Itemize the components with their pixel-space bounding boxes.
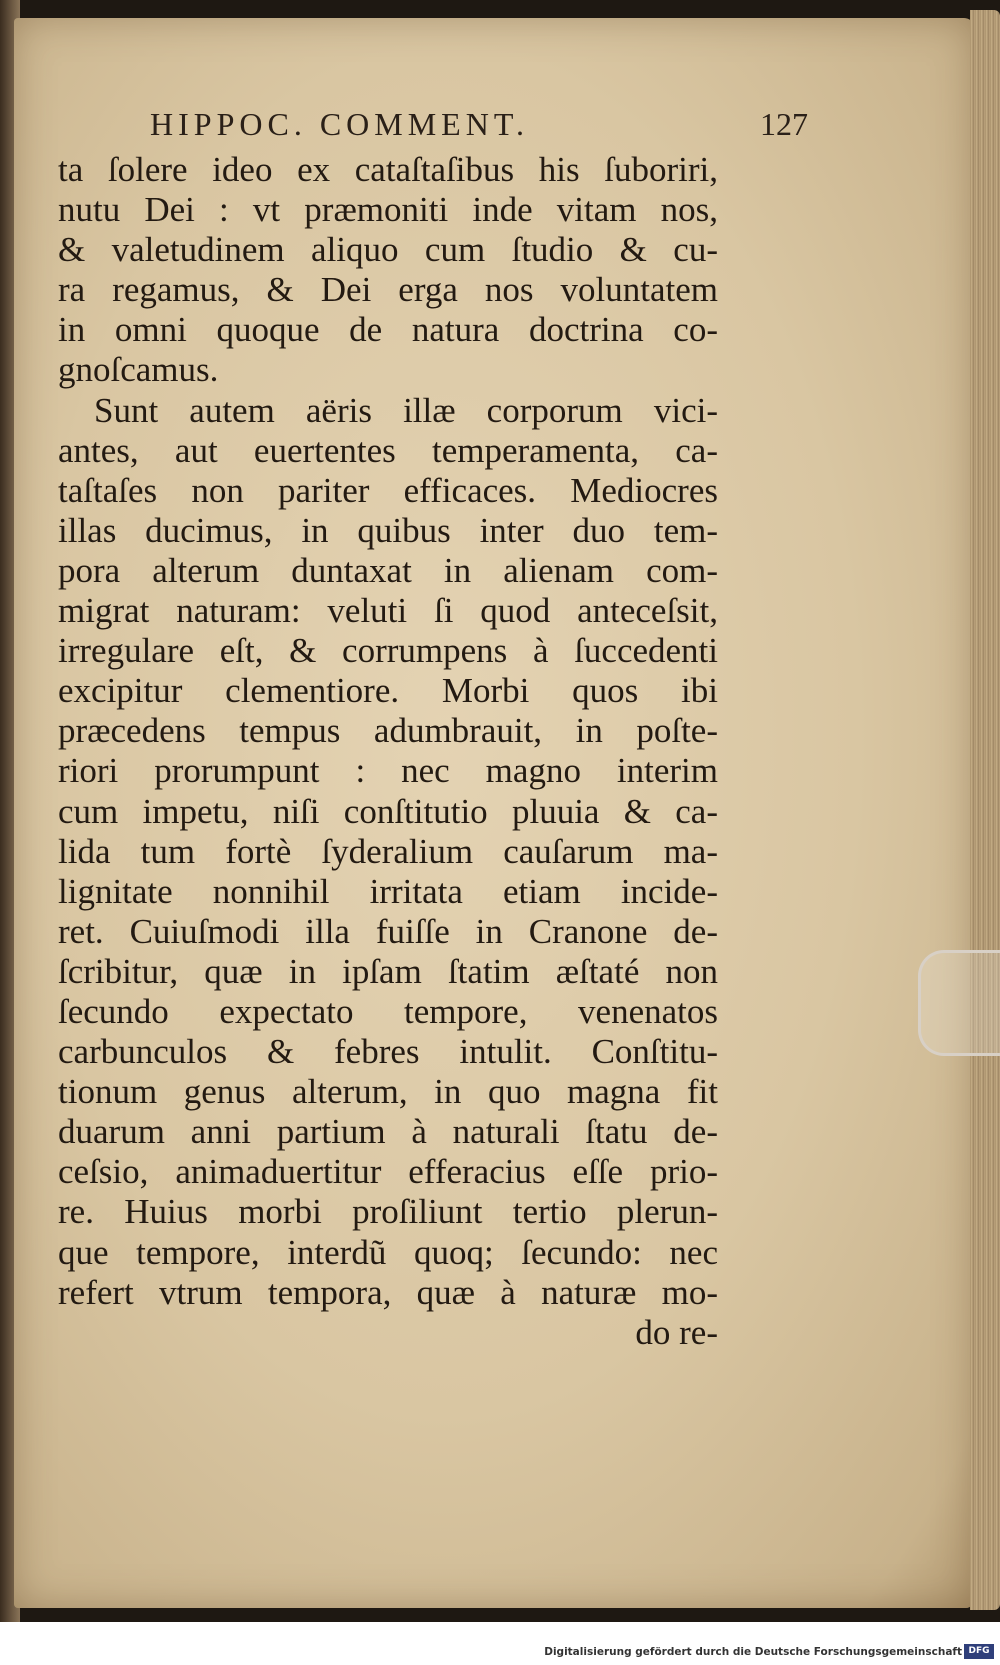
body-text bbox=[58, 150, 718, 1353]
text-line: excipitur clementiore. Morbi quos ibi bbox=[58, 671, 718, 711]
text-line: ret. Cuiuſmodi illa fuiſſe in Cranone de- bbox=[58, 911, 718, 951]
text-line: ta ſolere ideo ex cataſtaſibus his ſuboriri, bbox=[58, 150, 718, 189]
digitization-footer bbox=[0, 1622, 1000, 1665]
text-line: & valetudinem aliquo cum ſtudio & cu- bbox=[58, 230, 718, 270]
text-line: ceſsio, animaduertitur efferacius eſſe prio- bbox=[58, 1152, 718, 1192]
text-line: que tempore, interdũ quoq; ſecundo: nec bbox=[58, 1232, 718, 1272]
text-line: ſcribitur, quæ in ipſam ſtatim æſtaté non bbox=[58, 951, 718, 991]
text-line: cum impetu, niſi conſtitutio pluuia & ca- bbox=[58, 791, 718, 831]
page-fore-edge bbox=[970, 10, 1000, 1610]
text-line: lignitate nonnihil irritata etiam incide- bbox=[58, 871, 718, 911]
funding-credit: Digitalisierung gefördert durch die Deutsche Forschungsgemeinschaft bbox=[544, 1646, 962, 1658]
text-line: carbunculos & febres intulit. Conſtitu- bbox=[58, 1032, 718, 1072]
text-line: taſtaſes non pariter efficaces. Mediocres bbox=[58, 470, 718, 510]
text-line: ra regamus, & Dei erga nos voluntatem bbox=[58, 270, 718, 310]
page-clip bbox=[918, 950, 1000, 1056]
text-line: Sunt autem aëris illæ corporum vici- bbox=[94, 390, 718, 430]
text-line: in omni quoque de natura doctrina co- bbox=[58, 310, 718, 350]
page-header bbox=[140, 106, 840, 146]
text-line: migrat naturam: veluti ſi quod anteceſsit, bbox=[58, 591, 718, 631]
text-line: antes, aut euertentes temperamenta, ca- bbox=[58, 430, 718, 470]
text-line: pora alterum duntaxat in alienam com- bbox=[58, 550, 718, 590]
text-line: re. Huius morbi proſiliunt tertio plerun- bbox=[58, 1192, 718, 1232]
text-line: refert vtrum tempora, quæ à naturæ mo- bbox=[58, 1272, 718, 1312]
running-head: HIPPOC. COMMENT. bbox=[150, 106, 529, 142]
catchword: do re- bbox=[635, 1312, 718, 1352]
dfg-logo: DFG bbox=[964, 1644, 994, 1659]
text-line: nutu Dei : vt præmoniti inde vitam nos, bbox=[58, 190, 718, 230]
text-line: gnoſcamus. bbox=[58, 350, 219, 390]
text-line: duarum anni partium à naturali ſtatu de- bbox=[58, 1112, 718, 1152]
text-line: tionum genus alterum, in quo magna fit bbox=[58, 1072, 718, 1112]
page-number: 127 bbox=[760, 106, 808, 142]
text-line: riori prorumpunt : nec magno interim bbox=[58, 751, 718, 791]
text-line: lida tum fortè ſyderalium cauſarum ma- bbox=[58, 831, 718, 871]
text-line: præcedens tempus adumbrauit, in poſte- bbox=[58, 711, 718, 751]
text-line: irregulare eſt, & corrumpens à ſuccedenti bbox=[58, 631, 718, 671]
text-line: illas ducimus, in quibus inter duo tem- bbox=[58, 510, 718, 550]
text-line: ſecundo expectato tempore, venenatos bbox=[58, 991, 718, 1031]
